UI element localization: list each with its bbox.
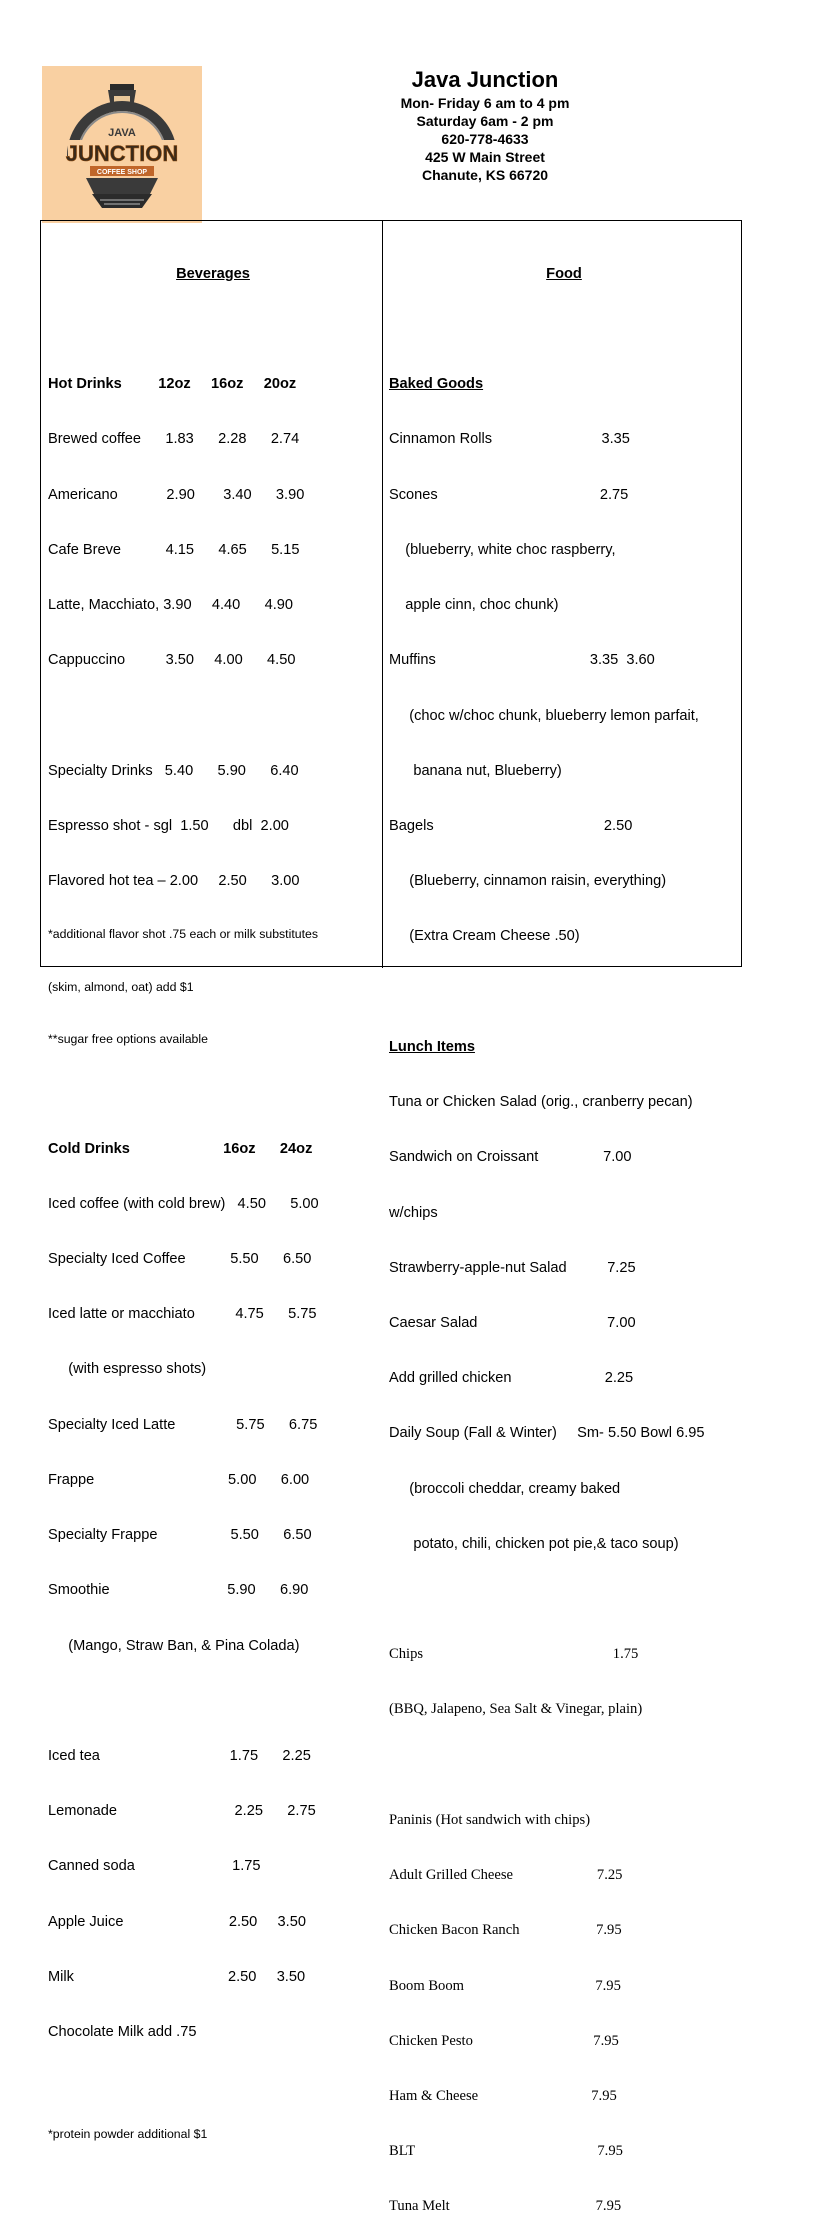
- menu-item: Ham & Cheese 7.95: [389, 2087, 617, 2104]
- menu-item: Canned soda 1.75: [48, 1858, 261, 1875]
- paninis-heading: Paninis (Hot sandwich with chips): [389, 1811, 591, 1828]
- menu-item: (blueberry, white choc raspberry,: [389, 541, 616, 558]
- svg-text:JAVA: JAVA: [108, 127, 136, 139]
- menu-item: Iced latte or macchiato 4.75 5.75: [48, 1306, 317, 1323]
- lunch-items-heading: Lunch Items: [389, 1038, 475, 1055]
- beverages-column: [48, 228, 378, 2161]
- menu-item: banana nut, Blueberry): [389, 762, 562, 779]
- shop-title: Java Junction: [411, 67, 559, 92]
- menu-item: Chicken Bacon Ranch 7.95: [389, 1922, 622, 1939]
- menu-item: Tuna Melt 7.95: [389, 2198, 622, 2215]
- menu-item: Specialty Iced Latte 5.75 6.75: [48, 1416, 318, 1433]
- column-divider: [382, 220, 383, 968]
- menu-item: Milk 2.50 3.50: [48, 1968, 306, 1985]
- menu-item: (Blueberry, cinnamon raisin, everything): [389, 873, 667, 890]
- hot-drinks-header: Hot Drinks 12oz 16oz 20oz: [48, 376, 297, 393]
- menu-item: w/chips: [389, 1204, 438, 1221]
- menu-item: BLT 7.95: [389, 2143, 623, 2160]
- menu-item: (Extra Cream Cheese .50): [389, 928, 580, 945]
- menu-item: Chocolate Milk add .75: [48, 2024, 197, 2041]
- baked-goods-heading: Baked Goods: [389, 376, 484, 393]
- menu-item: (BBQ, Jalapeno, Sea Salt & Vinegar, plain): [389, 1701, 643, 1718]
- svg-text:COFFEE SHOP: COFFEE SHOP: [96, 169, 148, 176]
- menu-item: Specialty Frappe 5.50 6.50: [48, 1527, 312, 1544]
- menu-note: **sugar free options available: [48, 1032, 208, 1047]
- menu-item: Apple Juice 2.50 3.50: [48, 1913, 306, 1930]
- menu-item: Americano 2.90 3.40 3.90: [48, 486, 305, 503]
- coffee-train-logo-graphic: [42, 66, 202, 223]
- menu-item: (Mango, Straw Ban, & Pina Colada): [48, 1637, 300, 1654]
- menu-note: (skim, almond, oat) add $1: [48, 979, 194, 994]
- street-address: 425 W Main Street: [425, 149, 545, 165]
- menu-item: Frappe 5.00 6.00: [48, 1471, 310, 1488]
- beverages-heading: Beverages: [176, 265, 250, 282]
- menu-item: Chips 1.75: [389, 1646, 639, 1663]
- hours-weekday: Mon- Friday 6 am to 4 pm: [400, 95, 570, 111]
- menu-item: Muffins 3.35 3.60: [389, 652, 655, 669]
- menu-item: Iced tea 1.75 2.25: [48, 1747, 311, 1764]
- menu-item: Scones 2.75: [389, 486, 629, 503]
- menu-item: (choc w/choc chunk, blueberry lemon parfait,: [389, 707, 699, 724]
- menu-item: Cappuccino 3.50 4.00 4.50: [48, 652, 296, 669]
- phone-number: 620-778-4633: [441, 131, 529, 147]
- menu-item: Adult Grilled Cheese 7.25: [389, 1867, 623, 1884]
- menu-item: Brewed coffee 1.83 2.28 2.74: [48, 431, 300, 448]
- menu-item: Cafe Breve 4.15 4.65 5.15: [48, 541, 300, 558]
- menu-item: Specialty Iced Coffee 5.50 6.50: [48, 1250, 312, 1267]
- menu-item: Cinnamon Rolls 3.35: [389, 431, 630, 448]
- menu-item: Chicken Pesto 7.95: [389, 2032, 619, 2049]
- food-heading: Food: [546, 265, 582, 282]
- hours-saturday: Saturday 6am - 2 pm: [416, 113, 554, 129]
- menu-item: apple cinn, choc chunk): [389, 597, 559, 614]
- menu-item: Smoothie 5.90 6.90: [48, 1582, 309, 1599]
- menu-item: potato, chili, chicken pot pie,& taco soup): [389, 1535, 679, 1552]
- menu-item: Specialty Drinks 5.40 5.90 6.40: [48, 762, 299, 779]
- menu-item: Lemonade 2.25 2.75: [48, 1803, 316, 1820]
- menu-item: Caesar Salad 7.00: [389, 1314, 636, 1331]
- city-state-zip: Chanute, KS 66720: [421, 167, 549, 183]
- menu-item: Add grilled chicken 2.25: [389, 1370, 634, 1387]
- menu-item: Latte, Macchiato, 3.90 4.40 4.90: [48, 597, 294, 614]
- protein-note: *protein powder additional $1: [48, 2127, 208, 2142]
- menu-item: Flavored hot tea – 2.00 2.50 3.00: [48, 873, 300, 890]
- menu-item: Espresso shot - sgl 1.50 dbl 2.00: [48, 817, 289, 834]
- menu-item: Boom Boom 7.95: [389, 1977, 621, 1994]
- menu-item: Daily Soup (Fall & Winter) Sm- 5.50 Bowl 6.95: [389, 1425, 705, 1442]
- menu-item: Bagels 2.50: [389, 817, 633, 834]
- shop-info-header: [360, 66, 610, 184]
- menu-item: Tuna or Chicken Salad (orig., cranberry pecan): [389, 1094, 693, 1111]
- cold-drinks-header: Cold Drinks 16oz 24oz: [48, 1140, 313, 1157]
- menu-item: Strawberry-apple-nut Salad 7.25: [389, 1259, 636, 1276]
- menu-item: (broccoli cheddar, creamy baked: [389, 1480, 621, 1497]
- menu-item: Iced coffee (with cold brew) 4.50 5.00: [48, 1195, 319, 1212]
- food-column: [389, 228, 739, 2234]
- java-junction-logo: [42, 66, 202, 223]
- svg-text:JUNCTION: JUNCTION: [65, 141, 179, 166]
- menu-note: *additional flavor shot .75 each or milk substitutes: [48, 927, 318, 942]
- menu-item: Sandwich on Croissant 7.00: [389, 1149, 632, 1166]
- menu-item: (with espresso shots): [48, 1361, 207, 1378]
